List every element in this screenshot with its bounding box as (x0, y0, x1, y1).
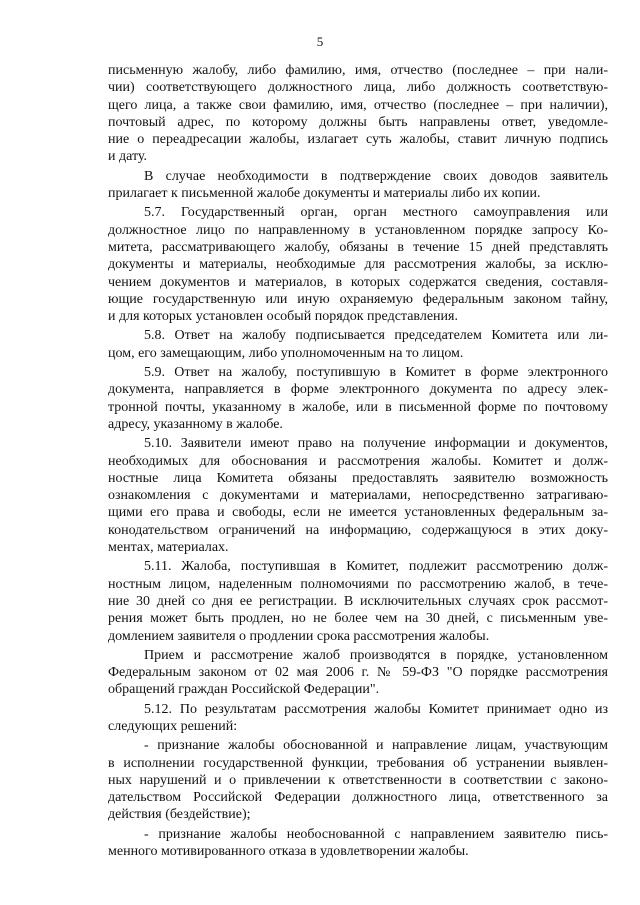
text-line: В случае необходимости в подтверждение своих доводов заявитель (144, 168, 608, 184)
text-line: конодательством ограничений на информацию, содержащуюся в этих доку- (108, 522, 608, 538)
page-number: 5 (316, 34, 324, 49)
paragraph (108, 364, 608, 433)
text-line: документы и материалы, необходимые для рассмотрения жалобы, за исклю- (108, 257, 608, 273)
text-line: чии) соответствующего должностного лица, либо должность соответствую- (108, 80, 608, 96)
text-line: письменную жалобу, либо фамилию, имя, отчество (последнее – при нали- (108, 63, 608, 78)
text-line: необходимых для обоснования и рассмотрения жалобы. Комитет и долж- (108, 453, 608, 469)
paragraph (108, 826, 608, 861)
paragraph (108, 737, 608, 823)
paragraph (108, 168, 608, 203)
text-line: адресу, указанному в жалобе. (108, 416, 283, 432)
text-line: митета, рассматривающего жалобу, обязаны в течение 15 дней представлять (108, 239, 608, 255)
text-line: Федеральным законом от 02 мая 2006 г. № 59-ФЗ "О порядке рассмотрения (108, 665, 608, 681)
text-line: - признание жалобы обоснованной и направление лицам, участвующим (144, 738, 608, 754)
text-line: щего лица, а также свои фамилию, имя, отчество (последнее – при наличии), (108, 97, 608, 113)
text-line: в исполнении государственной функции, требования об устранении выявлен- (108, 755, 608, 771)
text-line: документа, направляется в форме электронного документа по адресу элек- (108, 382, 608, 398)
paragraph (108, 62, 608, 166)
text-line: домлением заявителя о продлении срока рассмотрения жалобы. (108, 628, 490, 644)
paragraph (108, 701, 608, 736)
text-line: 5.10. Заявители имеют право на получение информации и документов, (144, 436, 608, 452)
text-line: менного мотивированного отказа в удовлетворении жалобы. (108, 844, 469, 860)
text-line: 5.12. По результатам рассмотрения жалобы Комитет принимает одно из (144, 701, 608, 717)
text-line: 5.7. Государственный орган, орган местного самоуправления или (144, 205, 608, 221)
text-line: следующих решений: (108, 718, 238, 734)
text-line: ние о переадресации жалобы, излагает суть жалобы, ставит личную подпись (108, 132, 608, 148)
text-line: прилагает к письменной жалобе документы и материалы либо их копии. (108, 186, 541, 202)
text-line: ознакомления с документами и материалами, непосредственно затрагиваю- (108, 488, 608, 504)
paragraph (108, 204, 608, 325)
text-line: цом, его замещающим, либо уполномоченным на то лицом. (108, 345, 464, 361)
text-line: ных нарушений и о привлечении к ответственности в соответствии с законо- (108, 772, 608, 788)
text-line: 5.11. Жалоба, поступившая в Комитет, подлежит рассмотрению долж- (144, 559, 608, 575)
text-line: ностные лица Комитета обязаны предоставлять заявителю возможность (108, 470, 608, 486)
paragraph (108, 558, 608, 644)
document-body (108, 62, 608, 862)
paragraph (108, 647, 608, 699)
text-line: ние 30 дней со дня ее регистрации. В исключительных случаях срок рассмот- (108, 593, 608, 609)
text-line: действия (бездействие); (108, 807, 251, 823)
paragraph (108, 327, 608, 362)
text-line: и дату. (108, 149, 147, 165)
text-line: дательством Российской Федерации должностного лица, ответственного за (108, 790, 608, 806)
text-line: ющие государственную или иную охраняемую федеральным законом тайну, (108, 291, 608, 307)
text-line: - признание жалобы необоснованной с направлением заявителю пись- (144, 826, 608, 842)
text-line: почтовый адрес, по которому должны быть направлены ответ, уведомле- (108, 114, 608, 130)
text-line: должностное лицо по направленному в установленном порядке запросу Ко- (108, 222, 608, 238)
text-line: ментах, материалах. (108, 540, 229, 556)
text-line: 5.9. Ответ на жалобу, поступившую в Комитет в форме электронного (144, 365, 608, 381)
text-line: рения может быть продлен, но не более чем на 30 дней, с письменным уве- (108, 611, 608, 627)
text-line: ностным лицом, наделенным полномочиями по рассмотрению жалоб, в тече- (108, 576, 608, 592)
paragraph (108, 435, 608, 556)
text-line: и для которых установлен особый порядок представления. (108, 309, 458, 325)
text-line: щими его права и свободы, если не имеется установленных федеральным за- (108, 505, 608, 521)
text-line: обращений граждан Российской Федерации". (108, 682, 380, 698)
text-line: чением документов и материалов, в которых содержатся сведения, составля- (108, 274, 608, 290)
text-line: 5.8. Ответ на жалобу подписывается председателем Комитета или ли- (144, 328, 608, 344)
text-line: Прием и рассмотрение жалоб производятся в порядке, установленном (144, 647, 608, 663)
text-line: тронной почты, указанному в жалобе, или в письменной форме по почтовому (108, 399, 608, 415)
